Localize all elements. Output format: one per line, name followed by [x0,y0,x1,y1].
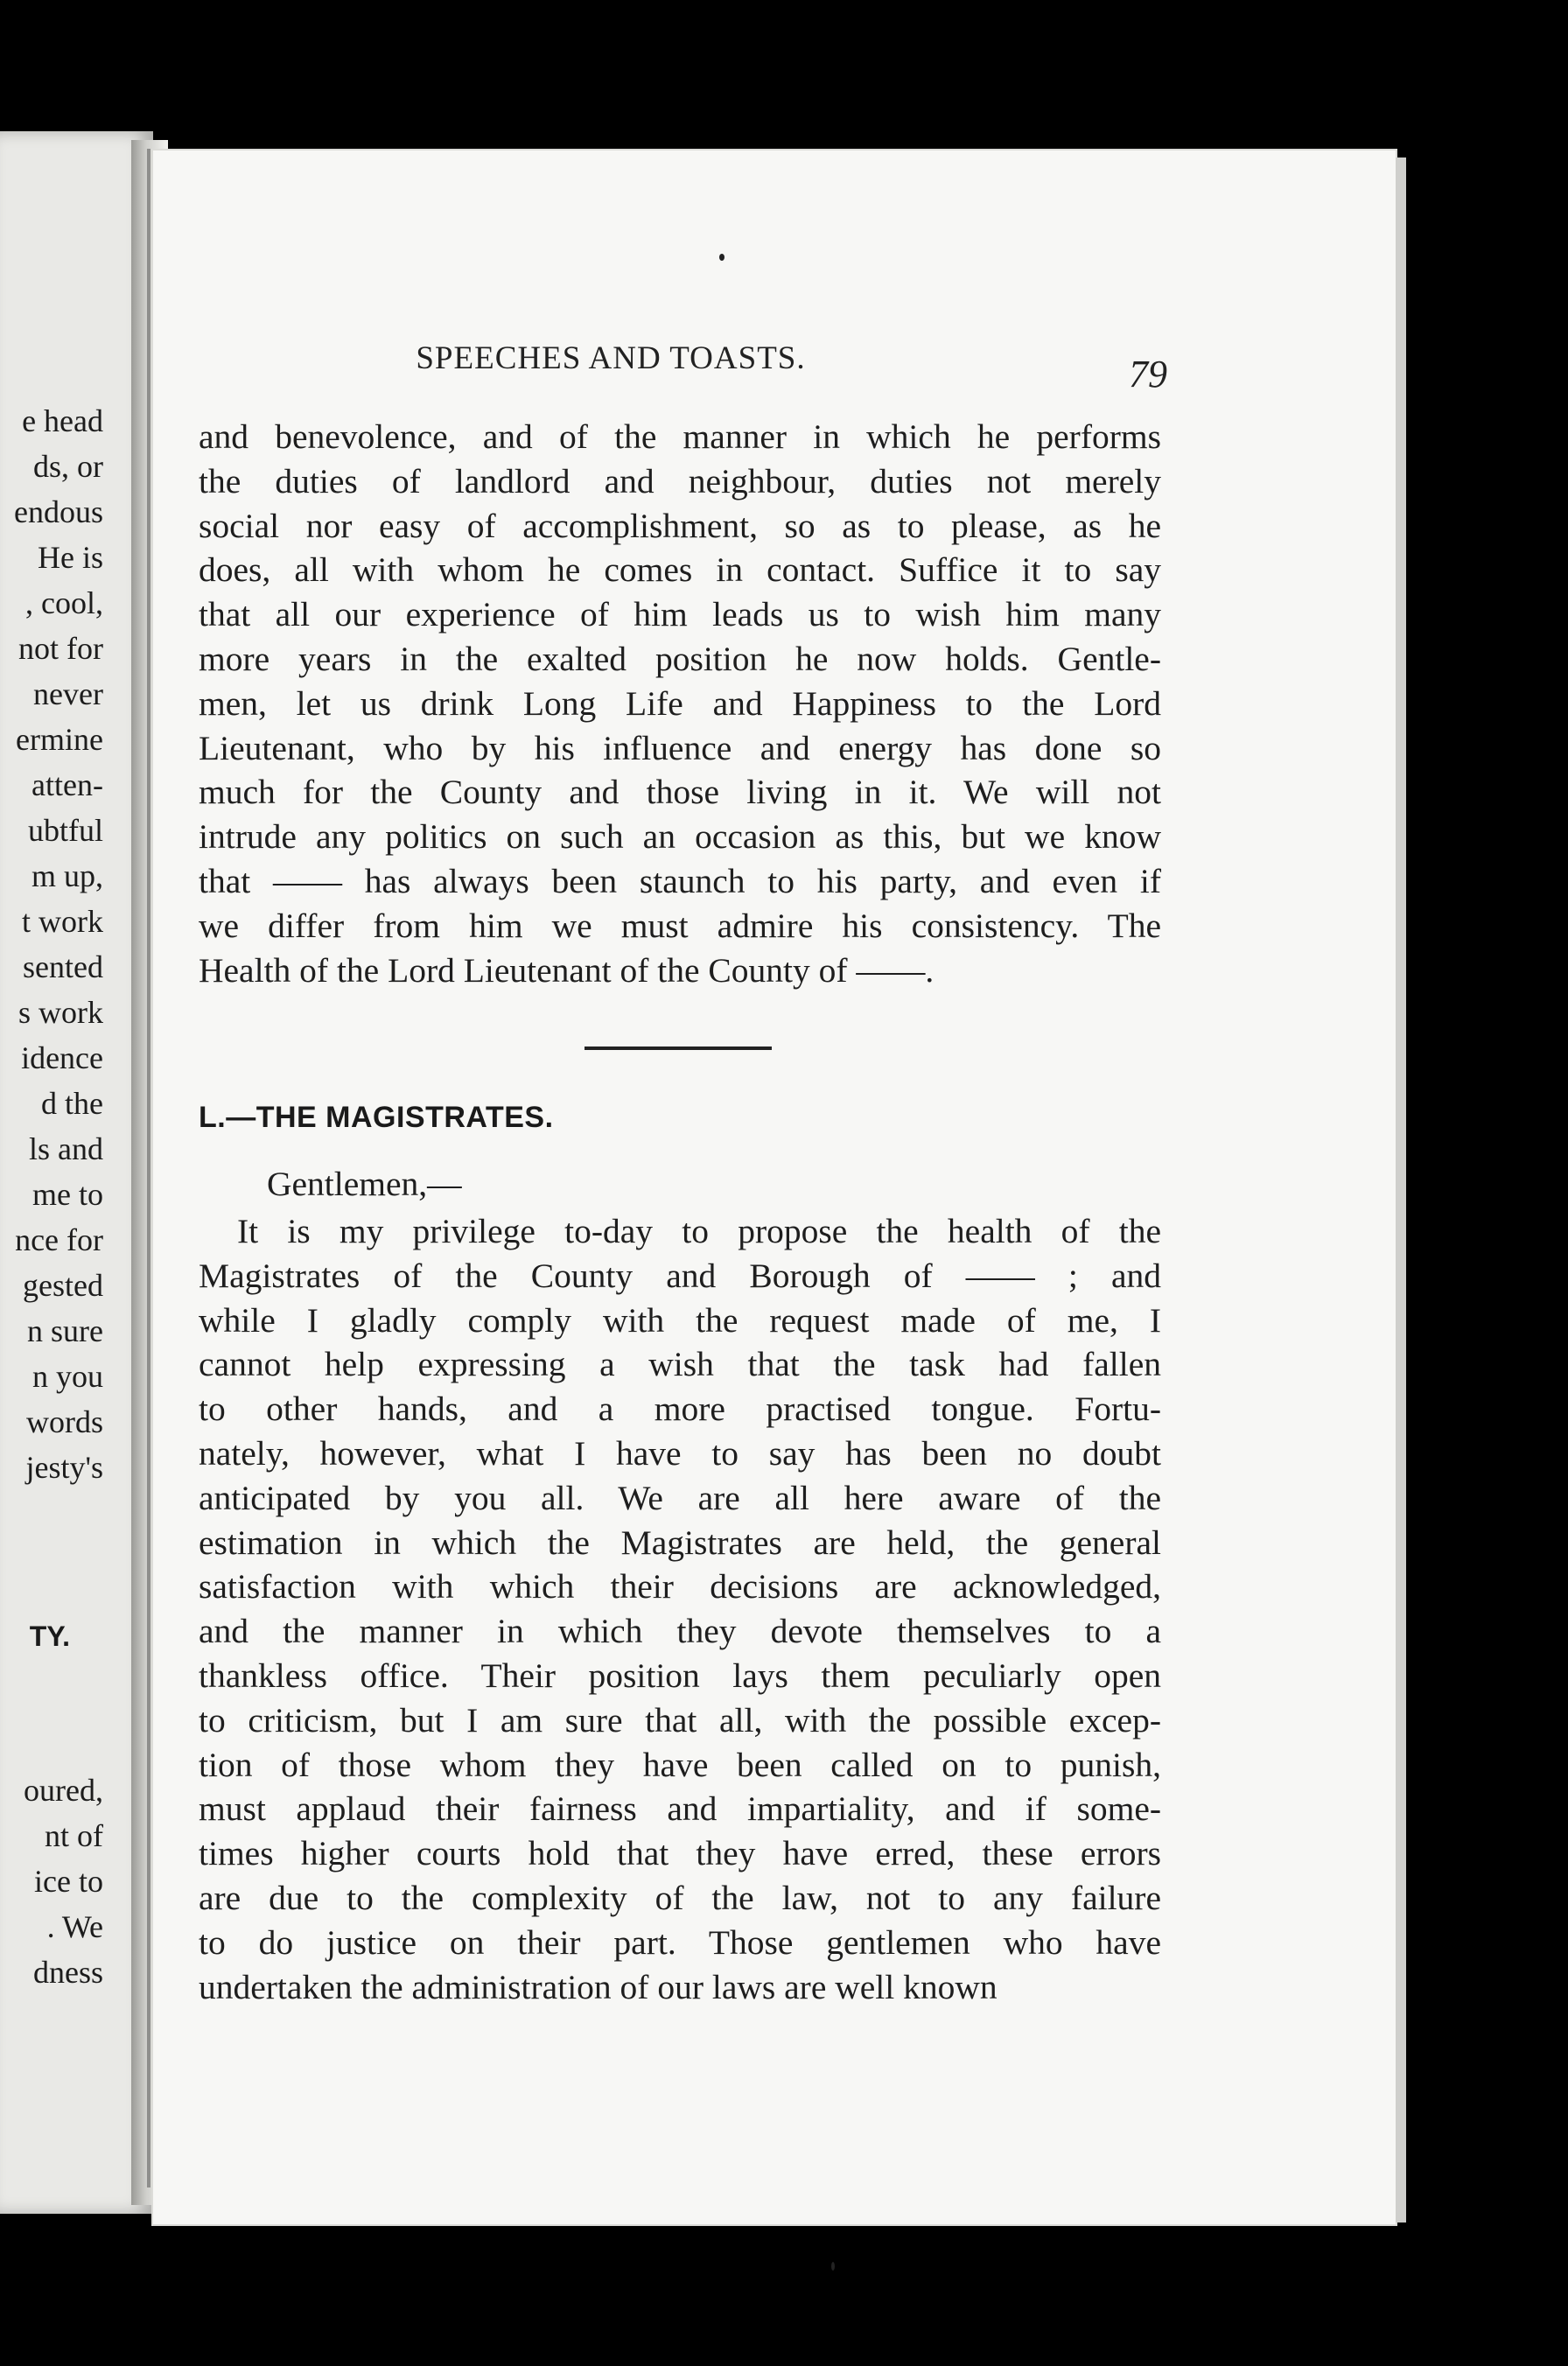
text-line: , cool, [25,585,103,620]
text-line: estimation in which the Magistrates are held, the general [199,1522,1161,1562]
text-line: sented [23,949,103,984]
text-line: ice to [34,1864,103,1899]
text-line: satisfaction with which their decisions are acknowledged, [199,1567,1161,1606]
text-line: n sure [27,1313,103,1348]
paragraph-magistrates [199,1209,1161,2009]
text-line: thankless office. Their position lays them peculiarly open [199,1656,1161,1695]
text-line: ds, or [33,449,103,484]
left-page-text-column-lower [0,1768,103,1995]
text-line: atten- [32,767,103,802]
text-line: idence [21,1040,103,1075]
text-line: jesty's [25,1450,103,1485]
text-line: to do justice on their part. Those gentlemen who have [199,1922,1161,1962]
text-line: ls and [29,1131,103,1166]
text-line: and the manner in which they devote themselves to a [199,1612,1161,1651]
text-line: are due to the complexity of the law, not to any failure [199,1878,1161,1917]
text-line: nately, however, what I have to say has been no doubt [199,1433,1161,1473]
text-line: while I gladly comply with the request made of me, I [199,1300,1161,1340]
text-line: . We [46,1909,103,1944]
text-line: dness [33,1955,103,1990]
text-line: men, let us drink Long Life and Happiness to the Lord [199,683,1161,723]
text-line: m up, [31,858,103,893]
text-line: s work [18,995,103,1030]
text-line: gested [23,1268,103,1303]
text-line: e head [22,403,103,438]
text-line: It is my privilege to-day to propose the health of the [237,1212,1161,1250]
text-line: Magistrates of the County and Borough of —— ; and [199,1256,1161,1295]
text-line: nce for [15,1222,103,1257]
section-divider-rule [584,1046,772,1050]
text-line: and benevolence, and of the manner in which he performs [199,417,1161,456]
text-line: the duties of landlord and neighbour, duties not merely [199,461,1161,500]
text-line: endous [14,494,103,529]
text-line: intrude any politics on such an occasion as this, but we know [199,817,1161,857]
text-line: t work [22,904,103,939]
text-line: much for the County and those living in it. We will not [199,773,1161,812]
page-number: 79 [1129,353,1167,396]
text-line: does, all with whom he comes in contact. Suffice it to say [199,550,1161,590]
text-line: tion of those whom they have been called on to punish, [199,1745,1161,1784]
text-line: He is [38,540,103,575]
text-line: anticipated by you all. We are all here aware of the [199,1478,1161,1517]
text-line: to other hands, and a more practised tongue. Fortu- [199,1390,1161,1429]
text-line: oured, [24,1773,103,1808]
text-line: that all our experience of him leads us to wish him many [199,595,1161,634]
text-line: times higher courts hold that they have erred, these errors [199,1834,1161,1873]
text-line: me to [32,1177,103,1212]
text-line: never [33,676,103,711]
scan-speck [831,2262,835,2271]
text-line: cannot help expressing a wish that the task had fallen [199,1345,1161,1384]
text-line: nt of [45,1818,103,1853]
text-line: d the [41,1086,103,1121]
text-line: that —— has always been staunch to his party, and even if [199,861,1161,900]
text-line: must applaud their fairness and impartiality, and if some- [199,1789,1161,1829]
left-page-heading-fragment: TY. [29,1620,70,1652]
text-line: ubtful [28,813,103,848]
text-line: Lieutenant, who by his influence and energy has done so [199,728,1161,767]
text-line: not for [18,631,103,666]
paragraph-continued [199,415,1161,992]
text-line: we differ from him we must admire his consistency. The [199,906,1161,945]
salutation: Gentlemen,— [267,1165,462,1203]
page-edge [1396,158,1406,2222]
text-line: Health of the Lord Lieutenant of the County of ——. [199,950,934,990]
text-line: words [26,1404,103,1439]
text-line: undertaken the administration of our laws are well known [199,1967,998,2006]
text-line: social nor easy of accomplishment, so as to please, as he [199,506,1161,545]
gutter-shadow-line [147,149,150,2188]
scan-speck [719,254,724,261]
text-line: ermine [16,722,103,757]
running-head: SPEECHES AND TOASTS. [416,340,806,376]
text-line: more years in the exalted position he now holds. Gentle- [199,639,1161,678]
section-heading: L.—THE MAGISTRATES. [199,1101,554,1134]
left-page-text-column [0,398,103,1490]
text-line: to criticism, but I am sure that all, with the possible excep- [199,1700,1161,1740]
text-line: n you [32,1359,103,1394]
